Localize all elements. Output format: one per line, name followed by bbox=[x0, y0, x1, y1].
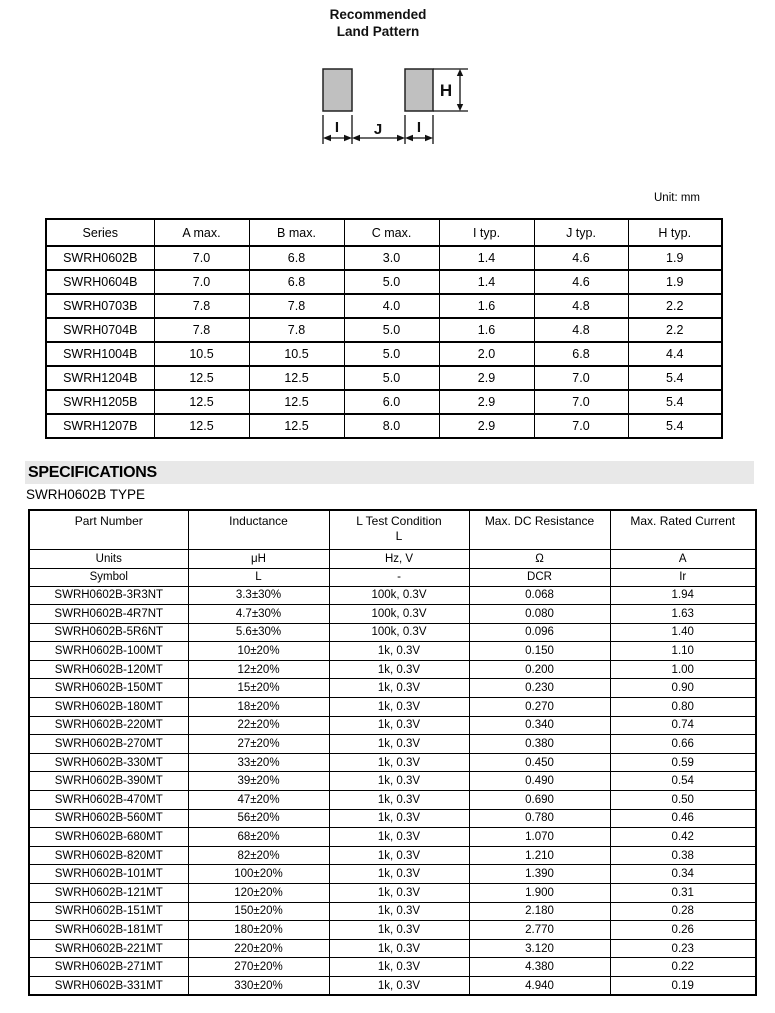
j-typ-cell: 7.0 bbox=[534, 366, 628, 390]
units-cell: A bbox=[610, 549, 756, 568]
spec-table-row bbox=[29, 753, 756, 772]
test-condition-cell: 1k, 0.3V bbox=[329, 865, 469, 884]
spec-table-row bbox=[29, 958, 756, 977]
dimensions-header-cell: J typ. bbox=[534, 219, 628, 246]
rated-current-cell: 0.80 bbox=[610, 698, 756, 717]
dimensions-header-cell: A max. bbox=[154, 219, 249, 246]
spec-table-row bbox=[29, 921, 756, 940]
series-cell: SWRH1204B bbox=[46, 366, 154, 390]
dim-label-i-right: I bbox=[416, 119, 422, 136]
inductance-cell: 12±20% bbox=[188, 660, 329, 679]
rated-current-cell: 0.28 bbox=[610, 902, 756, 921]
j-typ-cell: 6.8 bbox=[534, 342, 628, 366]
units-cell: Hz, V bbox=[329, 549, 469, 568]
series-cell: SWRH0704B bbox=[46, 318, 154, 342]
i-typ-cell: 2.0 bbox=[439, 342, 534, 366]
a-max-cell: 12.5 bbox=[154, 390, 249, 414]
c-max-cell: 3.0 bbox=[344, 246, 439, 270]
j-typ-cell: 4.8 bbox=[534, 294, 628, 318]
part-number-cell: SWRH0602B-180MT bbox=[29, 698, 188, 717]
h-typ-cell: 2.2 bbox=[628, 318, 722, 342]
c-max-cell: 5.0 bbox=[344, 366, 439, 390]
a-max-cell: 7.0 bbox=[154, 246, 249, 270]
spec-header-row bbox=[29, 510, 756, 549]
rated-current-cell: 0.54 bbox=[610, 772, 756, 791]
dimensions-table-header-row bbox=[46, 219, 722, 246]
part-number-cell: SWRH0602B-680MT bbox=[29, 828, 188, 847]
part-number-cell: SWRH0602B-4R7NT bbox=[29, 605, 188, 624]
series-cell: SWRH0703B bbox=[46, 294, 154, 318]
inductance-cell: 180±20% bbox=[188, 921, 329, 940]
part-number-cell: SWRH0602B-270MT bbox=[29, 735, 188, 754]
c-max-cell: 5.0 bbox=[344, 270, 439, 294]
part-number-cell: SWRH0602B-120MT bbox=[29, 660, 188, 679]
inductance-cell: 39±20% bbox=[188, 772, 329, 791]
dc-resistance-cell: 0.270 bbox=[469, 698, 610, 717]
spec-header-line1: Max. DC Resistance bbox=[484, 514, 595, 528]
j-typ-cell: 4.6 bbox=[534, 270, 628, 294]
dc-resistance-cell: 0.150 bbox=[469, 642, 610, 661]
units-cell: μH bbox=[188, 549, 329, 568]
dimensions-table-row bbox=[46, 390, 722, 414]
inductance-cell: 220±20% bbox=[188, 939, 329, 958]
part-number-cell: SWRH0602B-271MT bbox=[29, 958, 188, 977]
inductance-cell: 120±20% bbox=[188, 884, 329, 903]
c-max-cell: 4.0 bbox=[344, 294, 439, 318]
test-condition-cell: 1k, 0.3V bbox=[329, 735, 469, 754]
type-title: SWRH0602B TYPE bbox=[26, 487, 146, 502]
test-condition-cell: 100k, 0.3V bbox=[329, 623, 469, 642]
rated-current-cell: 0.23 bbox=[610, 939, 756, 958]
test-condition-cell: 1k, 0.3V bbox=[329, 698, 469, 717]
rated-current-cell: 0.46 bbox=[610, 809, 756, 828]
inductance-cell: 68±20% bbox=[188, 828, 329, 847]
test-condition-cell: 1k, 0.3V bbox=[329, 921, 469, 940]
i-typ-cell: 2.9 bbox=[439, 366, 534, 390]
inductance-cell: 330±20% bbox=[188, 976, 329, 995]
dimensions-table-row bbox=[46, 342, 722, 366]
spec-table-row bbox=[29, 902, 756, 921]
part-number-cell: SWRH0602B-101MT bbox=[29, 865, 188, 884]
spec-header-cell bbox=[469, 510, 610, 549]
part-number-cell: SWRH0602B-221MT bbox=[29, 939, 188, 958]
h-typ-cell: 1.9 bbox=[628, 270, 722, 294]
spec-header-line2: L bbox=[395, 529, 403, 543]
c-max-cell: 8.0 bbox=[344, 414, 439, 438]
series-cell: SWRH0602B bbox=[46, 246, 154, 270]
dimensions-header-cell: I typ. bbox=[439, 219, 534, 246]
specifications-table bbox=[28, 509, 757, 996]
test-condition-cell: 1k, 0.3V bbox=[329, 809, 469, 828]
rated-current-cell: 0.34 bbox=[610, 865, 756, 884]
part-number-cell: SWRH0602B-3R3NT bbox=[29, 586, 188, 605]
b-max-cell: 10.5 bbox=[249, 342, 344, 366]
inductance-cell: 3.3±30% bbox=[188, 586, 329, 605]
rated-current-cell: 0.42 bbox=[610, 828, 756, 847]
symbol-cell: DCR bbox=[469, 568, 610, 586]
dc-resistance-cell: 0.780 bbox=[469, 809, 610, 828]
rated-current-cell: 0.19 bbox=[610, 976, 756, 995]
test-condition-cell: 1k, 0.3V bbox=[329, 828, 469, 847]
spec-table-row bbox=[29, 642, 756, 661]
land-pattern-title bbox=[278, 6, 478, 40]
rated-current-cell: 0.22 bbox=[610, 958, 756, 977]
test-condition-cell: 1k, 0.3V bbox=[329, 976, 469, 995]
inductance-cell: 18±20% bbox=[188, 698, 329, 717]
dimensions-table-row bbox=[46, 246, 722, 270]
test-condition-cell: 1k, 0.3V bbox=[329, 753, 469, 772]
spec-table-row bbox=[29, 791, 756, 810]
rated-current-cell: 0.90 bbox=[610, 679, 756, 698]
dc-resistance-cell: 0.200 bbox=[469, 660, 610, 679]
land-pattern-title-line1: Recommended bbox=[329, 7, 427, 22]
h-typ-cell: 4.4 bbox=[628, 342, 722, 366]
dimensions-header-cell: C max. bbox=[344, 219, 439, 246]
part-number-cell: SWRH0602B-390MT bbox=[29, 772, 188, 791]
test-condition-cell: 1k, 0.3V bbox=[329, 642, 469, 661]
dc-resistance-cell: 0.490 bbox=[469, 772, 610, 791]
rated-current-cell: 1.10 bbox=[610, 642, 756, 661]
dimensions-header-cell: B max. bbox=[249, 219, 344, 246]
b-max-cell: 12.5 bbox=[249, 414, 344, 438]
dc-resistance-cell: 0.080 bbox=[469, 605, 610, 624]
b-max-cell: 12.5 bbox=[249, 390, 344, 414]
spec-table-row bbox=[29, 605, 756, 624]
specifications-heading: SPECIFICATIONS bbox=[25, 461, 754, 484]
a-max-cell: 7.0 bbox=[154, 270, 249, 294]
c-max-cell: 5.0 bbox=[344, 342, 439, 366]
dc-resistance-cell: 1.900 bbox=[469, 884, 610, 903]
dimensions-table-row bbox=[46, 294, 722, 318]
part-number-cell: SWRH0602B-220MT bbox=[29, 716, 188, 735]
dc-resistance-cell: 1.390 bbox=[469, 865, 610, 884]
part-number-cell: SWRH0602B-150MT bbox=[29, 679, 188, 698]
symbol-cell: - bbox=[329, 568, 469, 586]
spec-header-line1: Part Number bbox=[74, 514, 143, 528]
spec-table-row bbox=[29, 976, 756, 995]
spec-table-row bbox=[29, 679, 756, 698]
dc-resistance-cell: 0.340 bbox=[469, 716, 610, 735]
dimensions-table-row bbox=[46, 270, 722, 294]
part-number-cell: SWRH0602B-330MT bbox=[29, 753, 188, 772]
h-typ-cell: 5.4 bbox=[628, 390, 722, 414]
test-condition-cell: 1k, 0.3V bbox=[329, 939, 469, 958]
i-typ-cell: 1.6 bbox=[439, 318, 534, 342]
dimensions-table bbox=[45, 218, 723, 439]
dc-resistance-cell: 0.380 bbox=[469, 735, 610, 754]
dc-resistance-cell: 0.230 bbox=[469, 679, 610, 698]
pad-left bbox=[323, 69, 352, 111]
test-condition-cell: 1k, 0.3V bbox=[329, 846, 469, 865]
j-typ-cell: 7.0 bbox=[534, 414, 628, 438]
b-max-cell: 6.8 bbox=[249, 246, 344, 270]
spec-table-row bbox=[29, 884, 756, 903]
h-typ-cell: 5.4 bbox=[628, 366, 722, 390]
i-typ-cell: 2.9 bbox=[439, 414, 534, 438]
part-number-cell: SWRH0602B-5R6NT bbox=[29, 623, 188, 642]
h-typ-cell: 5.4 bbox=[628, 414, 722, 438]
a-max-cell: 12.5 bbox=[154, 366, 249, 390]
test-condition-cell: 1k, 0.3V bbox=[329, 884, 469, 903]
series-cell: SWRH0604B bbox=[46, 270, 154, 294]
pad-right bbox=[405, 69, 433, 111]
spec-table-row bbox=[29, 772, 756, 791]
h-typ-cell: 1.9 bbox=[628, 246, 722, 270]
a-max-cell: 7.8 bbox=[154, 294, 249, 318]
series-cell: SWRH1205B bbox=[46, 390, 154, 414]
spec-table-row bbox=[29, 698, 756, 717]
a-max-cell: 7.8 bbox=[154, 318, 249, 342]
spec-header-line1: Inductance bbox=[229, 514, 288, 528]
part-number-cell: SWRH0602B-121MT bbox=[29, 884, 188, 903]
part-number-cell: SWRH0602B-470MT bbox=[29, 791, 188, 810]
test-condition-cell: 1k, 0.3V bbox=[329, 791, 469, 810]
spec-table-row bbox=[29, 865, 756, 884]
dimensions-header-cell: H typ. bbox=[628, 219, 722, 246]
units-cell: Units bbox=[29, 549, 188, 568]
dimensions-table-row bbox=[46, 318, 722, 342]
part-number-cell: SWRH0602B-181MT bbox=[29, 921, 188, 940]
dim-label-j: J bbox=[373, 121, 383, 138]
b-max-cell: 12.5 bbox=[249, 366, 344, 390]
inductance-cell: 10±20% bbox=[188, 642, 329, 661]
units-cell: Ω bbox=[469, 549, 610, 568]
test-condition-cell: 1k, 0.3V bbox=[329, 660, 469, 679]
rated-current-cell: 0.26 bbox=[610, 921, 756, 940]
b-max-cell: 6.8 bbox=[249, 270, 344, 294]
rated-current-cell: 0.66 bbox=[610, 735, 756, 754]
i-typ-cell: 1.6 bbox=[439, 294, 534, 318]
c-max-cell: 6.0 bbox=[344, 390, 439, 414]
test-condition-cell: 100k, 0.3V bbox=[329, 586, 469, 605]
rated-current-cell: 0.31 bbox=[610, 884, 756, 903]
dc-resistance-cell: 1.210 bbox=[469, 846, 610, 865]
land-pattern-title-line2: Land Pattern bbox=[336, 24, 420, 39]
spec-header-cell bbox=[188, 510, 329, 549]
part-number-cell: SWRH0602B-100MT bbox=[29, 642, 188, 661]
j-typ-cell: 7.0 bbox=[534, 390, 628, 414]
dim-label-i-left: I bbox=[334, 119, 340, 136]
unit-note: Unit: mm bbox=[654, 192, 700, 204]
spec-table-row bbox=[29, 809, 756, 828]
spec-table-row bbox=[29, 846, 756, 865]
inductance-cell: 22±20% bbox=[188, 716, 329, 735]
inductance-cell: 270±20% bbox=[188, 958, 329, 977]
series-cell: SWRH1207B bbox=[46, 414, 154, 438]
test-condition-cell: 1k, 0.3V bbox=[329, 902, 469, 921]
dc-resistance-cell: 3.120 bbox=[469, 939, 610, 958]
test-condition-cell: 1k, 0.3V bbox=[329, 679, 469, 698]
inductance-cell: 56±20% bbox=[188, 809, 329, 828]
inductance-cell: 150±20% bbox=[188, 902, 329, 921]
h-typ-cell: 2.2 bbox=[628, 294, 722, 318]
symbol-cell: L bbox=[188, 568, 329, 586]
part-number-cell: SWRH0602B-820MT bbox=[29, 846, 188, 865]
inductance-cell: 100±20% bbox=[188, 865, 329, 884]
spec-table-row bbox=[29, 660, 756, 679]
spec-header-line1: L Test Condition bbox=[356, 514, 442, 528]
part-number-cell: SWRH0602B-331MT bbox=[29, 976, 188, 995]
rated-current-cell: 0.74 bbox=[610, 716, 756, 735]
dimensions-table-row bbox=[46, 366, 722, 390]
rated-current-cell: 0.59 bbox=[610, 753, 756, 772]
j-typ-cell: 4.8 bbox=[534, 318, 628, 342]
dim-label-h: H bbox=[439, 81, 453, 100]
inductance-cell: 33±20% bbox=[188, 753, 329, 772]
test-condition-cell: 1k, 0.3V bbox=[329, 716, 469, 735]
rated-current-cell: 0.38 bbox=[610, 846, 756, 865]
spec-header-line1: Max. Rated Current bbox=[630, 514, 736, 528]
dc-resistance-cell: 0.068 bbox=[469, 586, 610, 605]
spec-table-row bbox=[29, 939, 756, 958]
dc-resistance-cell: 2.180 bbox=[469, 902, 610, 921]
inductance-cell: 15±20% bbox=[188, 679, 329, 698]
i-typ-cell: 1.4 bbox=[439, 246, 534, 270]
c-max-cell: 5.0 bbox=[344, 318, 439, 342]
rated-current-cell: 1.63 bbox=[610, 605, 756, 624]
dc-resistance-cell: 4.940 bbox=[469, 976, 610, 995]
b-max-cell: 7.8 bbox=[249, 318, 344, 342]
inductance-cell: 27±20% bbox=[188, 735, 329, 754]
series-cell: SWRH1004B bbox=[46, 342, 154, 366]
dc-resistance-cell: 2.770 bbox=[469, 921, 610, 940]
symbol-cell: Ir bbox=[610, 568, 756, 586]
part-number-cell: SWRH0602B-151MT bbox=[29, 902, 188, 921]
part-number-cell: SWRH0602B-560MT bbox=[29, 809, 188, 828]
dc-resistance-cell: 1.070 bbox=[469, 828, 610, 847]
spec-table-row bbox=[29, 623, 756, 642]
inductance-cell: 82±20% bbox=[188, 846, 329, 865]
symbol-cell: Symbol bbox=[29, 568, 188, 586]
a-max-cell: 10.5 bbox=[154, 342, 249, 366]
units-row bbox=[29, 549, 756, 568]
spec-table-row bbox=[29, 735, 756, 754]
inductance-cell: 47±20% bbox=[188, 791, 329, 810]
spec-table-row bbox=[29, 828, 756, 847]
j-typ-cell: 4.6 bbox=[534, 246, 628, 270]
rated-current-cell: 1.94 bbox=[610, 586, 756, 605]
rated-current-cell: 1.40 bbox=[610, 623, 756, 642]
spec-header-cell bbox=[329, 510, 469, 549]
symbol-row bbox=[29, 568, 756, 586]
rated-current-cell: 0.50 bbox=[610, 791, 756, 810]
inductance-cell: 4.7±30% bbox=[188, 605, 329, 624]
dc-resistance-cell: 0.450 bbox=[469, 753, 610, 772]
rated-current-cell: 1.00 bbox=[610, 660, 756, 679]
spec-table-row bbox=[29, 586, 756, 605]
dc-resistance-cell: 0.690 bbox=[469, 791, 610, 810]
test-condition-cell: 100k, 0.3V bbox=[329, 605, 469, 624]
b-max-cell: 7.8 bbox=[249, 294, 344, 318]
a-max-cell: 12.5 bbox=[154, 414, 249, 438]
spec-table-row bbox=[29, 716, 756, 735]
dimensions-table-row bbox=[46, 414, 722, 438]
i-typ-cell: 1.4 bbox=[439, 270, 534, 294]
dimensions-header-cell: Series bbox=[46, 219, 154, 246]
dc-resistance-cell: 0.096 bbox=[469, 623, 610, 642]
i-typ-cell: 2.9 bbox=[439, 390, 534, 414]
dc-resistance-cell: 4.380 bbox=[469, 958, 610, 977]
test-condition-cell: 1k, 0.3V bbox=[329, 958, 469, 977]
test-condition-cell: 1k, 0.3V bbox=[329, 772, 469, 791]
spec-header-cell bbox=[29, 510, 188, 549]
land-pattern-diagram bbox=[285, 60, 485, 155]
spec-header-cell bbox=[610, 510, 756, 549]
inductance-cell: 5.6±30% bbox=[188, 623, 329, 642]
